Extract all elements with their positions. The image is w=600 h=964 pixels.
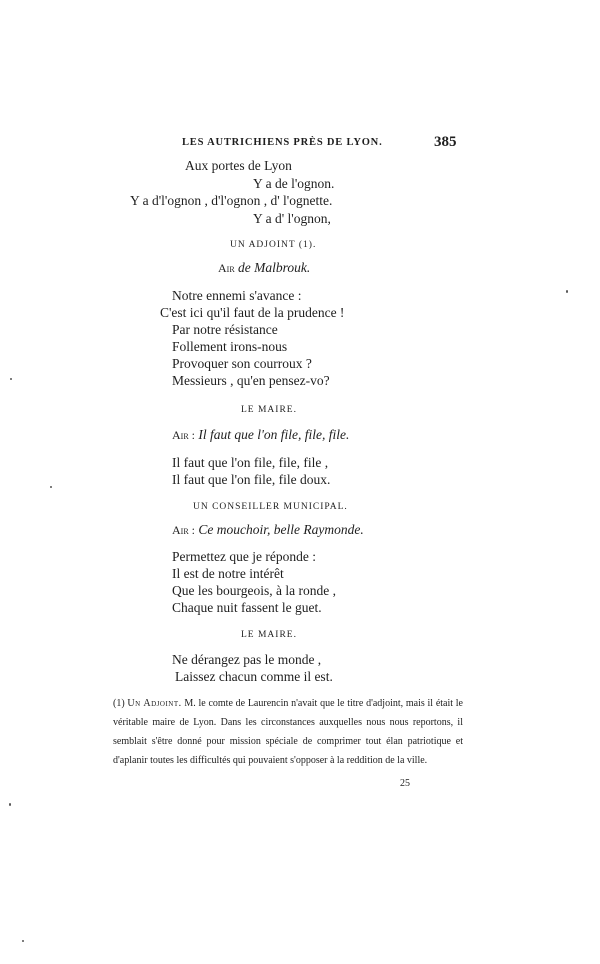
verse-line: Provoquer son courroux ? xyxy=(172,356,312,371)
verse-line: Follement irons-nous xyxy=(172,339,288,354)
air-indication xyxy=(172,427,349,443)
verse-line: Il est de notre intérêt xyxy=(172,566,284,581)
verse-line: C'est ici qu'il faut de la prudence ! xyxy=(160,305,345,320)
scan-speck xyxy=(22,940,24,942)
verse-line: Aux portes de Lyon xyxy=(185,158,292,173)
speaker-heading: LE MAIRE. xyxy=(241,405,297,415)
verse-line: Par notre résistance xyxy=(172,322,278,337)
air-tune: de Malbrouk. xyxy=(238,260,311,275)
air-indication xyxy=(172,522,364,538)
verse-line: Messieurs , qu'en pensez-vo? xyxy=(172,373,330,388)
verse-line: Laissez chacun comme il est. xyxy=(175,669,333,684)
scan-speck xyxy=(566,290,568,293)
verse-line: Y a d'l'ognon , d'l'ognon , d' l'ognette. xyxy=(130,193,333,208)
air-label: Air xyxy=(218,261,235,275)
speaker-heading: UN CONSEILLER MUNICIPAL. xyxy=(193,502,348,512)
air-tune: Ce mouchoir, belle Raymonde. xyxy=(198,522,364,537)
scan-speck xyxy=(50,486,52,488)
verse-line: Y a de l'ognon. xyxy=(253,176,335,191)
footnote-text: M. le comte de Laurencin n'avait que le titre d'adjoint, mais il était le véritable maire de Lyon. Dans les circonstances auxquelles nous nous reportons, il semblait s'être donné pour mission spéciale de comprimer tout élan patriotique et d'aplanir toutes les difficultés qui pouvaient s'opposer à la reddition de la ville. xyxy=(113,698,463,766)
scan-speck xyxy=(10,378,12,380)
verse-line: Il faut que l'on file, file, file , xyxy=(172,455,329,470)
air-indication xyxy=(218,260,310,276)
verse-line: Que les bourgeois, à la ronde , xyxy=(172,583,336,598)
verse-line: Il faut que l'on file, file doux. xyxy=(172,472,331,487)
running-title: LES AUTRICHIENS PRÈS DE LYON. xyxy=(182,137,383,148)
footnote-marker: (1) xyxy=(113,698,125,709)
air-tune: Il faut que l'on file, file, file. xyxy=(198,427,350,442)
speaker-heading: UN ADJOINT (1). xyxy=(230,240,317,250)
air-label: Air : xyxy=(172,523,195,537)
footnote-label: Un Adjoint. xyxy=(127,698,182,709)
scan-speck xyxy=(9,803,11,806)
speaker-heading: LE MAIRE. xyxy=(241,630,297,640)
signature-mark: 25 xyxy=(400,778,410,789)
verse-line: Notre ennemi s'avance : xyxy=(172,288,302,303)
verse-line: Chaque nuit fassent le guet. xyxy=(172,600,322,615)
air-label: Air : xyxy=(172,428,195,442)
verse-line: Y a d' l'ognon, xyxy=(253,211,331,226)
verse-line: Ne dérangez pas le monde , xyxy=(172,652,322,667)
page-number: 385 xyxy=(434,134,457,150)
verse-line: Permettez que je réponde : xyxy=(172,549,316,564)
footnote xyxy=(113,694,463,770)
